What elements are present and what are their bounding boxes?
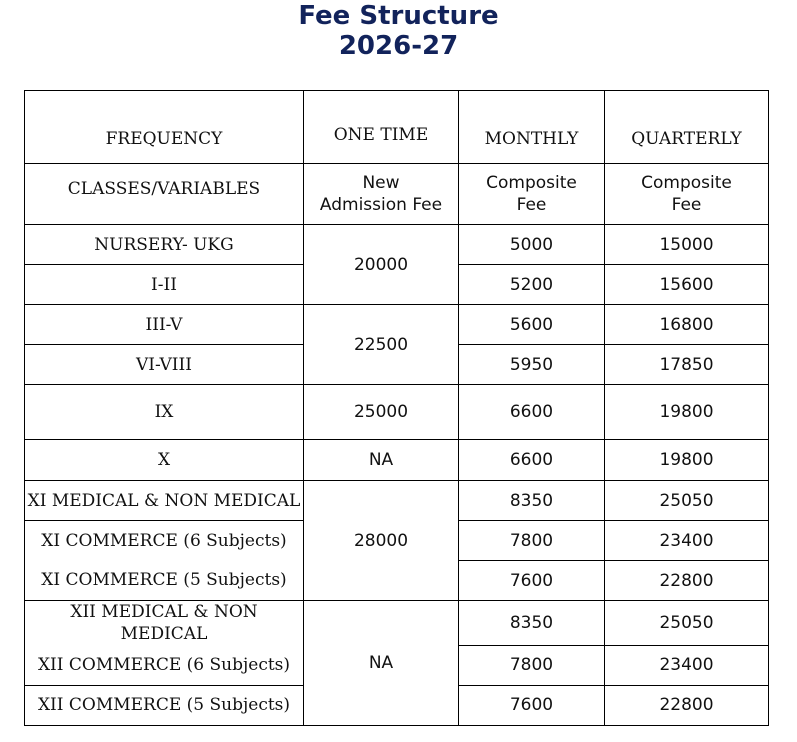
header-one-time: ONE TIME (304, 91, 459, 164)
quarterly-fee-cell: 23400 (605, 521, 769, 561)
quarterly-fee-cell: 17850 (605, 345, 769, 385)
header-frequency: FREQUENCY (25, 91, 304, 164)
monthly-fee-cell: 8350 (459, 601, 605, 646)
one-time-fee-cell: 28000 (304, 481, 459, 601)
one-time-fee-cell: NA (304, 601, 459, 726)
subheader-admission-fee (304, 164, 459, 225)
class-cell: X (25, 440, 304, 481)
table-row (25, 225, 769, 265)
subheader-quarterly-fee (605, 164, 769, 225)
page-subtitle-year: 2026-27 (338, 31, 459, 61)
quarterly-fee-cell: 22800 (605, 561, 769, 601)
subheader-admission-line2: Admission Fee (319, 195, 443, 215)
one-time-fee-cell: 22500 (304, 305, 459, 385)
table-row (25, 440, 769, 481)
monthly-fee-cell: 6600 (459, 440, 605, 481)
one-time-fee-cell: 20000 (304, 225, 459, 305)
table-subheader-row (25, 164, 769, 225)
monthly-fee-cell: 7600 (459, 685, 605, 725)
table-row (25, 305, 769, 345)
monthly-fee-cell: 8350 (459, 481, 605, 521)
table-row (25, 481, 769, 521)
class-cell: XI MEDICAL & NON MEDICAL (25, 481, 304, 521)
quarterly-fee-cell: 25050 (605, 601, 769, 646)
monthly-fee-cell: 5200 (459, 265, 605, 305)
quarterly-fee-cell: 19800 (605, 440, 769, 481)
monthly-fee-cell: 6600 (459, 385, 605, 440)
quarterly-fee-cell: 22800 (605, 685, 769, 725)
class-cell: XI COMMERCE (5 Subjects) (25, 561, 304, 601)
class-cell: VI-VIII (25, 345, 304, 385)
class-cell: III-V (25, 305, 304, 345)
header-monthly: MONTHLY (459, 91, 605, 164)
quarterly-fee-cell: 19800 (605, 385, 769, 440)
class-cell: XII COMMERCE (6 Subjects) (25, 645, 304, 685)
monthly-fee-cell: 5950 (459, 345, 605, 385)
class-cell: I-II (25, 265, 304, 305)
subheader-quarterly-line2: Fee (671, 195, 702, 215)
fee-table (24, 90, 769, 726)
monthly-fee-cell: 7800 (459, 521, 605, 561)
class-cell: IX (25, 385, 304, 440)
class-cell: NURSERY- UKG (25, 225, 304, 265)
header-quarterly: QUARTERLY (605, 91, 769, 164)
monthly-fee-cell: 7800 (459, 645, 605, 685)
page-title: Fee Structure (298, 1, 499, 31)
table-row (25, 385, 769, 440)
quarterly-fee-cell: 15000 (605, 225, 769, 265)
class-cell: XII COMMERCE (5 Subjects) (25, 685, 304, 725)
quarterly-fee-cell: 16800 (605, 305, 769, 345)
quarterly-fee-cell: 25050 (605, 481, 769, 521)
subheader-monthly-line2: Fee (516, 195, 547, 215)
quarterly-fee-cell: 23400 (605, 645, 769, 685)
table-row (25, 601, 769, 646)
class-cell: XI COMMERCE (6 Subjects) (25, 521, 304, 561)
subheader-classes: CLASSES/VARIABLES (25, 164, 304, 225)
table-header-row (25, 91, 769, 164)
class-cell: XII MEDICAL & NON MEDICAL (25, 601, 304, 646)
monthly-fee-cell: 5600 (459, 305, 605, 345)
quarterly-fee-cell: 15600 (605, 265, 769, 305)
subheader-monthly-fee (459, 164, 605, 225)
one-time-fee-cell: NA (304, 440, 459, 481)
monthly-fee-cell: 5000 (459, 225, 605, 265)
subheader-quarterly-line1: Composite (641, 173, 732, 193)
one-time-fee-cell: 25000 (304, 385, 459, 440)
monthly-fee-cell: 7600 (459, 561, 605, 601)
subheader-monthly-line1: Composite (486, 173, 577, 193)
subheader-admission-line1: New (362, 173, 400, 193)
